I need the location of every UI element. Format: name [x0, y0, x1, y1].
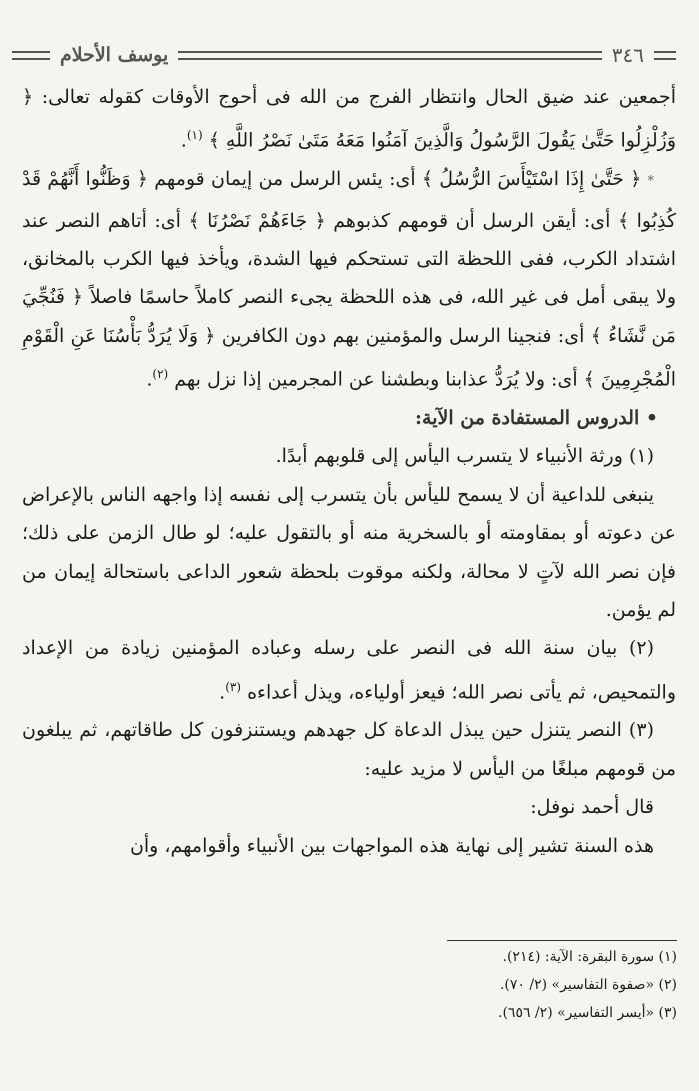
book-title: يوسف الأحلام	[60, 44, 169, 66]
footnote-ref-1: (١)	[186, 128, 203, 143]
footnotes	[447, 940, 677, 1027]
paragraph-tafsir-text: ﴿ حَتَّىٰ إِذَا اسْتَيْأَسَ الرُّسُلُ ﴾ أى: يئس الرسل من إيمان قومهم ﴿ وَظَنُّوا أَنَّهُمْ قَدْ كُذِبُوا ﴾ أى: أيقن الرسل أن قومهم كذبوهم ﴿ جَاءَهُمْ نَصْرُنَا ﴾ أى: أتاهم النصر عند اشتداد الكرب، ففى اللحظة التى تستحكم فيها الشدة، ويأخذ فيها الكرب بالمخانق، ولا يبقى أمل فى غير الله، فى هذه اللحظة يجىء النصر كاملاً حاسمًا فاصلاً ﴿ فَنُجِّيَ مَن نَّشَاءُ ﴾ أى: فنجينا الرسل والمؤمنين بهم دون الكافرين ﴿ وَلَا يُرَدُّ بَأْسُنَا عَنِ الْقَوْمِ الْمُجْرِمِينَ ﴾ أى: ولا يُرَدُّ عذابنا وبطشنا عن المجرمين إذا نزل بهم	[22, 168, 676, 391]
paragraph-intro: أجمعين عند ضيق الحال وانتظار الفرج من الله فى أحوج الأوقات كقوله تعالى: ﴿ وَزُلْزِلُوا حَتَّىٰ يَقُولَ الرَّسُولُ وَالَّذِينَ آمَنُوا مَعَهُ مَتَىٰ نَصْرُ اللَّهِ ﴾ $^{(١)}$.	[22, 86, 676, 152]
footnote-3: (٣) «أيسر التفاسير» (٢/ ٦٥٦).	[498, 1005, 677, 1021]
lesson-2-text: (٢) بيان سنة الله فى النصر على رسله وعباده المؤمنين زيادة من الإعداد والتمحيص، ثم يأتى نصر الله؛ فيعز أولياءه، ويذل أعداءه	[22, 637, 676, 704]
lesson-2: (٢) بيان سنة الله فى النصر على رسله وعباده المؤمنين زيادة من الإعداد والتمحيص، ثم يأتى نصر الله؛ فيعز أولياءه، ويذل أعداءه $^{(٣)}$.	[22, 637, 676, 704]
lesson-1-text: ينبغى للداعية أن لا يسمح لليأس بأن يتسرب إلى نفسه إذا واجهه الناس بالإعراض عن دعوته أو بمقاومته أو بالسخرية منه أو بالتقول عليه؛ لو طال الزمن على ذلك؛ فإن نصر الله لآتٍ لا محالة، ولكنه موقوت بلحظة شعور الداعى باستحالة إيمان من لم يؤمن.	[22, 483, 676, 621]
running-header	[12, 40, 676, 70]
header-rule-left	[12, 51, 50, 60]
star-marker: *	[647, 174, 654, 190]
paragraph-intro-text: أجمعين عند ضيق الحال وانتظار الفرج من الله فى أحوج الأوقات كقوله تعالى: ﴿ وَزُلْزِلُوا حَتَّىٰ يَقُولَ الرَّسُولُ وَالَّذِينَ آمَنُوا مَعَهُ مَتَىٰ نَصْرُ اللَّهِ ﴾	[22, 86, 676, 152]
lesson-3: (٣) النصر يتنزل حين يبذل الدعاة كل جهدهم ويستنزفون كل طاقاتهم، ثم يبلغون من قومهم مبلغًا من اليأس لا مزيد عليه:	[22, 719, 676, 780]
quote-intro: قال أحمد نوفل:	[530, 796, 654, 819]
footnote-1: (١) سورة البقرة: الآية: (٢١٤).	[502, 949, 677, 965]
footnote-ref-3: (٣)	[225, 679, 242, 694]
header-rule-right	[654, 51, 676, 60]
page-number: ٣٤٦	[611, 43, 644, 67]
lesson-1-title: (١) ورثة الأنبياء لا يتسرب اليأس إلى قلوبهم أبدًا.	[275, 445, 654, 468]
header-rule-middle	[178, 51, 601, 60]
quote-text: هذه السنة تشير إلى نهاية هذه المواجهات بين الأنبياء وأقوامهم، وأن	[129, 834, 654, 857]
section-heading: • الدروس المستفادة من الآية:	[415, 406, 658, 429]
footnote-2: (٢) «صفوة التفاسير» (٢/ ٧٠).	[499, 977, 677, 993]
footnote-ref-2: (٢)	[152, 367, 169, 382]
paragraph-tafsir: * ﴿ حَتَّىٰ إِذَا اسْتَيْأَسَ الرُّسُلُ ﴾ أى: يئس الرسل من إيمان قومهم ﴿ وَظَنُّوا أَنَّهُمْ قَدْ كُذِبُوا ﴾ أى: أيقن الرسل أن قومهم كذبوهم ﴿ جَاءَهُمْ نَصْرُنَا ﴾ أى: أتاهم النصر عند اشتداد الكرب، ففى اللحظة التى تستحكم فيها الشدة، ويأخذ فيها الكرب بالمخانق، ولا يبقى أمل فى غير الله، فى هذه اللحظة يجىء النصر كاملاً حاسمًا فاصلاً ﴿ فَنُجِّيَ مَن نَّشَاءُ ﴾ أى: فنجينا الرسل والمؤمنين بهم دون الكافرين ﴿ وَلَا يُرَدُّ بَأْسُنَا عَنِ الْقَوْمِ الْمُجْرِمِينَ ﴾ أى: ولا يُرَدُّ عذابنا وبطشنا عن المجرمين إذا نزل بهم $^{(٢)}$.	[22, 168, 676, 391]
main-text	[22, 78, 676, 865]
